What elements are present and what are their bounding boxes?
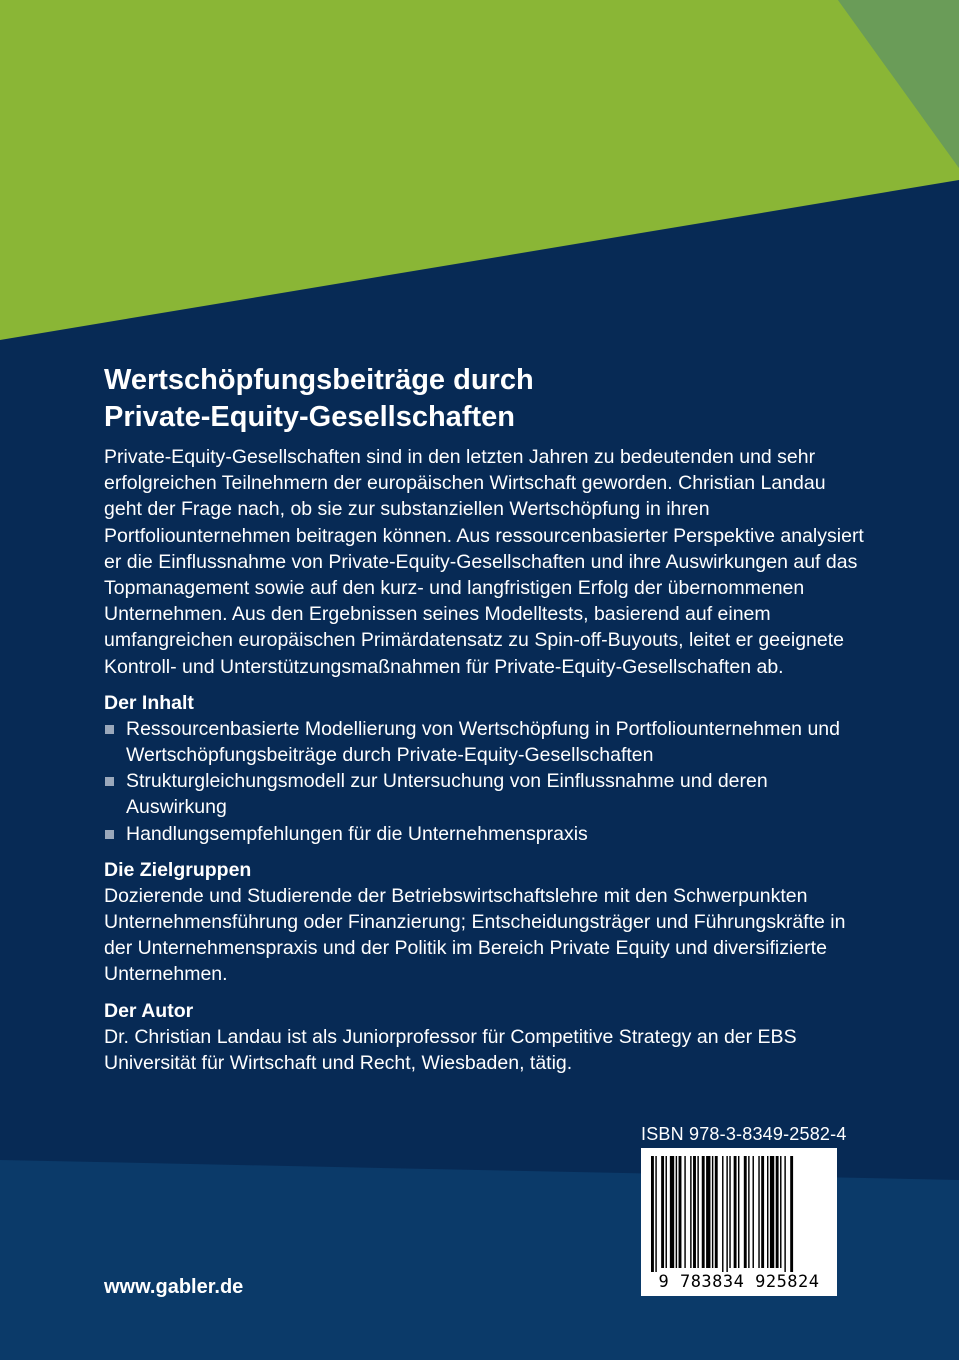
barcode-bar <box>684 1156 685 1268</box>
barcode-bar <box>767 1156 768 1268</box>
list-item: Ressourcenbasierte Modellierung von Wertschöpfung in Portfoliounternehmen und Wertschöpfungsbeiträge durch Private-Equity-Gesellschaften <box>104 716 864 768</box>
barcode-bar <box>726 1156 727 1272</box>
square-bullet-icon <box>105 725 114 734</box>
barcode-bar <box>679 1156 682 1268</box>
title-line-1: Wertschöpfungsbeiträge durch <box>104 364 534 396</box>
book-title <box>104 362 864 436</box>
barcode-bars <box>641 1148 837 1272</box>
barcode-bar <box>770 1156 774 1268</box>
back-cover-text <box>104 362 864 1076</box>
barcode-bar <box>702 1156 705 1268</box>
barcode-bar <box>670 1156 674 1268</box>
barcode-bar <box>784 1156 785 1272</box>
publisher-url: www.gabler.de <box>104 1276 244 1298</box>
autor-paragraph: Dr. Christian Landau ist als Juniorprofessor für Competitive Strategy an der EBS Universität für Wirtschaft und Recht, Wiesbaden, tätig. <box>104 1025 797 1074</box>
autor-heading: Der Autor <box>104 999 194 1022</box>
barcode-bar <box>729 1156 730 1268</box>
barcode-bar <box>738 1156 739 1268</box>
barcode-bar <box>697 1156 698 1268</box>
inhalt-heading: Der Inhalt <box>104 691 194 714</box>
barcode-bar <box>690 1156 691 1268</box>
barcode-bar <box>776 1156 779 1268</box>
list-item: Handlungsempfehlungen für die Unternehmenspraxis <box>104 821 864 847</box>
barcode-bar <box>790 1156 793 1272</box>
barcode-bar <box>758 1156 759 1268</box>
zielgruppen-heading: Die Zielgruppen <box>104 858 252 881</box>
barcode-bar <box>780 1156 781 1268</box>
barcode-bar <box>693 1156 696 1268</box>
zielgruppen-paragraph: Dozierende und Studierende der Betriebswirtschaftslehre mit den Schwerpunkten Unternehmensführung oder Finanzierung; Entscheidungsträger und Führungskräfte in der Unternehmenspraxis und der Politik im Bereich Private Equity und diversifizierte Unternehmen. <box>104 884 846 986</box>
barcode-bar <box>753 1156 754 1268</box>
barcode-bar <box>761 1156 764 1268</box>
barcode-digits: 9 783834 925824 <box>658 1272 820 1292</box>
barcode-bar <box>676 1156 677 1268</box>
square-bullet-icon <box>105 830 114 839</box>
barcode-bar <box>706 1156 710 1268</box>
barcode-bar <box>666 1156 667 1268</box>
barcode-bar <box>722 1156 723 1272</box>
barcode-bar <box>734 1156 737 1268</box>
intro-paragraph: Private-Equity-Gesellschaften sind in den letzten Jahren zu bedeutenden und sehr erfolgreichen Teilnehmern der europäischen Wirtschaft geworden. Christian Landau geht der Frage nach, ob sie zur substanziellen Wertschöpfung in ihren Portfoliounternehmen beitragen können. Aus ressourcenbasierter Perspektive analysiert er die Einflussnahme von Private-Equity-Gesellschaften und ihre Auswirkungen auf das Topmanagement sowie auf den kurz- und langfristigen Erfolg der übernommenen Unternehmen. Aus den Ergebnissen seines Modelltests, basierend auf einem umfangreichen europäischen Primärdatensatz zu Spin-off-Buyouts, leitet er geeignete Kontroll- und Unterstützungsmaßnahmen für Private-Equity-Gesellschaften ab. <box>104 446 864 678</box>
barcode-bar <box>712 1156 713 1268</box>
barcode-bar <box>715 1156 718 1268</box>
barcode <box>641 1148 837 1296</box>
barcode-bar <box>651 1156 654 1272</box>
isbn-label: ISBN 978-3-8349-2582-4 <box>641 1124 847 1144</box>
barcode-bar <box>655 1156 656 1272</box>
barcode-bar <box>748 1156 749 1268</box>
inhalt-list <box>104 716 864 847</box>
barcode-bar <box>744 1156 747 1268</box>
title-line-2: Private-Equity-Gesellschaften <box>104 401 515 433</box>
list-item: Strukturgleichungsmodell zur Untersuchung von Einflussnahme und deren Auswirkung <box>104 768 864 820</box>
barcode-bar <box>661 1156 664 1268</box>
square-bullet-icon <box>105 777 114 786</box>
